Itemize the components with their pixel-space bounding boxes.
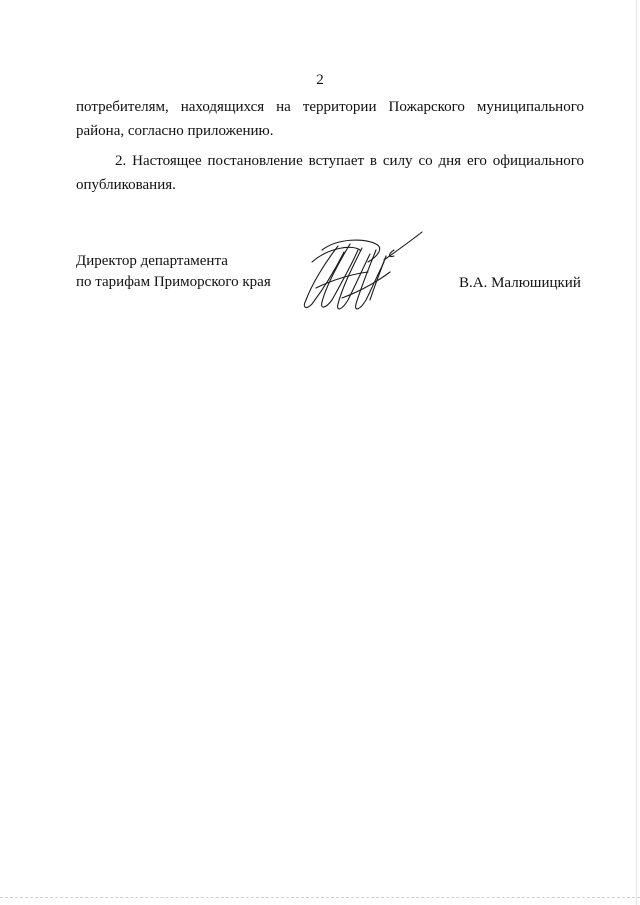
signatory-title-line-1: Директор департамента [76, 253, 228, 269]
handwritten-signature [298, 228, 426, 316]
paragraph-1-line-1: потребителям, находящихся на территории Пожарского муниципального [76, 99, 584, 115]
scan-edge-line [0, 897, 640, 899]
scan-right-edge [636, 0, 637, 905]
paragraph-1-line-2: района, согласно приложению. [76, 123, 274, 139]
signatory-name: В.А. Малюшицкий [459, 275, 581, 291]
paragraph-2-line-2: опубликования. [76, 177, 176, 193]
signatory-title-line-2: по тарифам Приморского края [76, 274, 271, 290]
paragraph-2-line-1: 2. Настоящее постановление вступает в силу со дня его официального [115, 153, 584, 169]
page-number: 2 [316, 72, 324, 88]
